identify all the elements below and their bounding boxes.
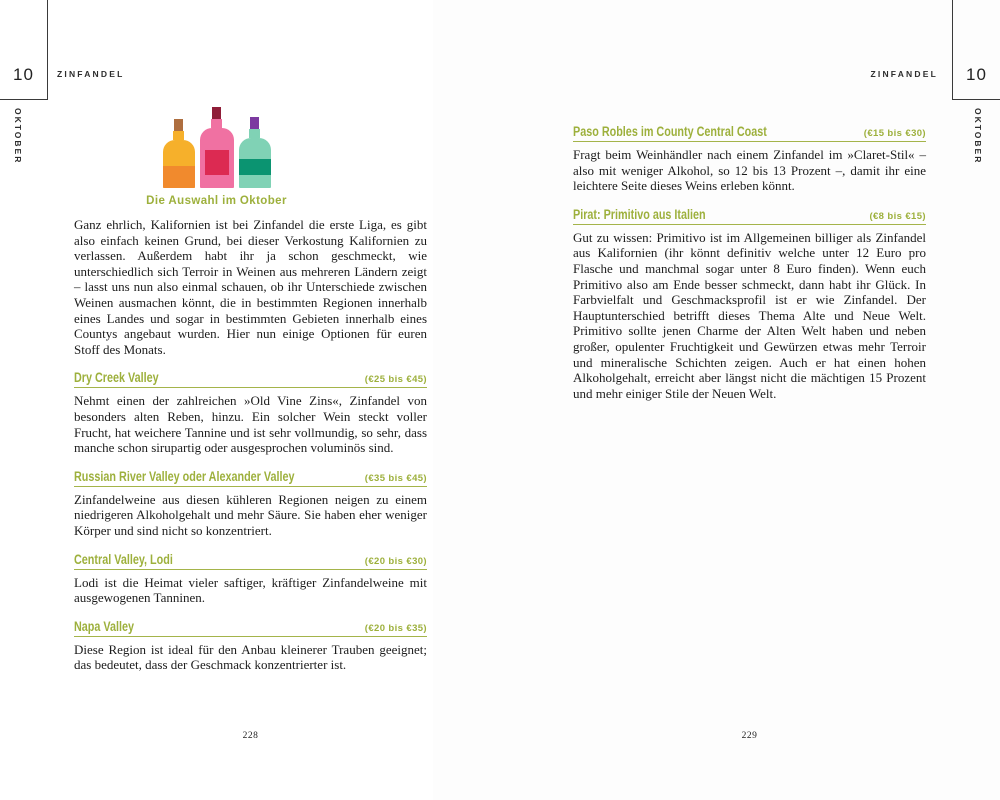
section-body: Lodi ist die Heimat vieler saftiger, kräftiger Zinfandelweine mit ausgewogenen Tanninen. bbox=[74, 574, 427, 606]
pink-bottle-icon bbox=[200, 107, 234, 188]
section-body: Gut zu wissen: Primitivo ist im Allgemeinen billiger als Zinfandel aus Kalifornien (ihr könnt definitiv welche unter 12 Euro pro Flasche und manchmal sogar unter 8 Euro finden). Wenn euch Primitivo also am Ende besser schmeckt, dann habt ihr Glück. In Farbvielfalt und Geschmacksprofil ist er wie Zinfandel. Der Hauptunterschied betrifft dieses Thema Alte und Neue Welt. Primitivo sollte jenen Charme der Alten Welt haben und neben großer, opulenter Fruchtigkeit und Gewürzen etwas mehr Terroir und mineralische Schichten zeigen. Auch er hat einen hohen Alkoholgehalt, erreicht aber längst nicht die mächtigen 15 Prozent und mehr einiger Stile der Neuen Welt. bbox=[573, 229, 926, 401]
bottle-body bbox=[239, 138, 271, 188]
intro-paragraph: Ganz ehrlich, Kalifornien ist bei Zinfandel die erste Liga, es gibt also einfach keinen Grund, bei dieser Verkostung Kalifornien zu verlassen. Außerdem habt ihr ja schon geschmeckt, wie unterschiedlich sich Terroir in Weinen aus mehreren Ländern zeigt – lasst uns nun also einmal schauen, ob ihr Unterschiede zwischen Weinen ausmachen könnt, die in bestimmten Regionen innerhalb eines Landes und sogar in bestimmten Gebieten innerhalb eines Countys angebaut wurden. Hier nun einige Optionen für euren Stoff des Monats. bbox=[74, 217, 427, 357]
month-tab: OKTOBER bbox=[973, 108, 983, 165]
section-body: Zinfandelweine aus diesen kühleren Regionen neigen zu einem niedrigeren Alkoholgehalt und mehr Säure. Sie haben eher weniger Körper und sind nicht so konzentriert. bbox=[74, 491, 427, 538]
section-title: Pirat: Primitivo aus Italien bbox=[573, 206, 706, 222]
section-dry-creek-valley bbox=[74, 370, 427, 455]
teal-bottle-icon bbox=[239, 117, 271, 188]
section-central-valley-lodi bbox=[74, 552, 427, 606]
section-title: Napa Valley bbox=[74, 618, 135, 634]
section-heading bbox=[573, 124, 926, 142]
bottle-cap bbox=[174, 119, 183, 131]
price-range: (€25 bis €45) bbox=[364, 374, 427, 386]
bottle-body bbox=[200, 128, 234, 188]
price-range: (€15 bis €30) bbox=[863, 128, 926, 139]
price-range: (€8 bis €15) bbox=[869, 210, 926, 222]
running-head: ZINFANDEL bbox=[57, 69, 125, 79]
chapter-number: 10 bbox=[966, 65, 987, 84]
section-body: Fragt beim Weinhändler nach einem Zinfandel im »Claret-Stil« – also mit weniger Alkohol, so 12 bis 13 Prozent –, damit ihr eine leichtere Seite dieses Weins erleben könnt. bbox=[573, 147, 926, 194]
section-body: Nehmt einen der zahlreichen »Old Vine Zins«, Zinfandel von besonders alten Reben, hinzu. Ein solcher Wein steckt voller Frucht, hat weichere Tannine und ist sehr vollmundig, so sehr, dass manche schon sirupartig oder ausgesprochen voluminös sind. bbox=[74, 393, 427, 456]
bottle-neck bbox=[173, 131, 184, 140]
yellow-bottle-icon bbox=[163, 119, 195, 188]
section-title: Paso Robles im County Central Coast bbox=[573, 124, 767, 139]
section-title: Russian River Valley oder Alexander Valley bbox=[74, 468, 295, 484]
section-title: Dry Creek Valley bbox=[74, 370, 159, 386]
section-body: Diese Region ist ideal für den Anbau kleinerer Trauben geeignet; das bedeutet, dass der Geschmack konzentrierter ist. bbox=[74, 641, 427, 673]
left-text-column bbox=[74, 217, 427, 673]
bottle-neck bbox=[211, 119, 222, 128]
section-heading bbox=[74, 370, 427, 388]
bottle-cap bbox=[212, 107, 221, 119]
running-head: ZINFANDEL bbox=[870, 69, 938, 79]
section-heading bbox=[573, 207, 926, 225]
section-heading bbox=[74, 619, 427, 637]
section-heading bbox=[74, 552, 427, 570]
chapter-number-box bbox=[952, 0, 1000, 100]
chapter-number-box bbox=[0, 0, 48, 100]
page-left bbox=[0, 0, 433, 800]
page-number: 228 bbox=[242, 731, 259, 741]
section-heading bbox=[74, 469, 427, 487]
page-right bbox=[433, 0, 1000, 800]
section-primitivo-italien bbox=[573, 207, 926, 402]
section-russian-river-valley bbox=[74, 469, 427, 539]
price-range: (€35 bis €45) bbox=[364, 472, 427, 484]
price-range: (€20 bis €30) bbox=[364, 555, 427, 567]
section-paso-robles bbox=[573, 124, 926, 194]
wine-bottles-illustration bbox=[0, 118, 433, 188]
right-text-column bbox=[573, 124, 926, 401]
price-range: (€20 bis €35) bbox=[364, 622, 427, 634]
month-tab: OKTOBER bbox=[13, 108, 23, 165]
bottle-neck bbox=[249, 129, 260, 138]
section-title: Central Valley, Lodi bbox=[74, 551, 173, 567]
chapter-number: 10 bbox=[13, 65, 34, 84]
bottle-cap bbox=[250, 117, 259, 129]
bottle-body bbox=[163, 140, 195, 188]
bottle-label bbox=[205, 150, 229, 175]
page-number: 229 bbox=[741, 731, 758, 741]
illustration-caption: Die Auswahl im Oktober bbox=[146, 195, 287, 207]
bottle-label bbox=[163, 166, 195, 188]
section-napa-valley bbox=[74, 619, 427, 673]
bottle-label bbox=[239, 159, 271, 175]
